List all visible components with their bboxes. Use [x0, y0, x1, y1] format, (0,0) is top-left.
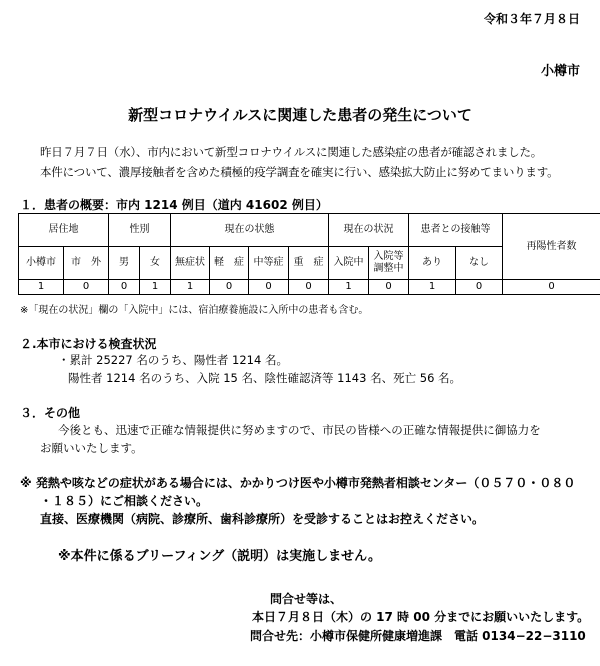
table-cell: 0 [369, 280, 409, 295]
group-header-contact: 患者との接触等 [409, 214, 503, 247]
table-cell: 0 [456, 280, 503, 295]
section-1-heading: １．患者の概要：市内 1214 例目（道内 41602 例目） [20, 198, 328, 212]
section-2-heading: ２.本市における検査状況 [20, 337, 157, 351]
intro-paragraph-line: 本件について、濃厚接触者を含めた積極的疫学調査を確実に行い、感染拡大防止に努めてまいります。 [40, 165, 559, 179]
section-3-heading: ３．その他 [20, 406, 81, 420]
subheader-otaru: 小樽市 [19, 247, 64, 280]
subheader-mild: 軽 症 [210, 247, 249, 280]
testing-breakdown-line: 陽性者 1214 名のうち、入院 15 名、陰性確認済等 1143 名、死亡 56 名。 [68, 371, 462, 385]
warning-line: ・１８５）にご相談ください。 [40, 494, 209, 508]
subheader-arranging: 入院等 調整中 [369, 247, 409, 280]
warning-line: 直接、医療機関（病院、診療所、歯科診療所）を受診することはお控えください。 [40, 512, 485, 526]
document-date: 令和３年７月８日 [483, 12, 580, 26]
table-cell: 0 [109, 280, 140, 295]
table-value-row [19, 280, 600, 295]
subheader-outside-city: 市 外 [64, 247, 109, 280]
briefing-notice: ※本件に係るブリーフィング（説明）は実施しません。 [58, 549, 381, 564]
testing-total-line: ・累計 25227 名のうち、陽性者 1214 名。 [58, 353, 288, 367]
table-cell: 0 [210, 280, 249, 295]
group-header-residence: 居住地 [19, 214, 109, 247]
subheader-male: 男 [109, 247, 140, 280]
table-group-header-row [19, 214, 600, 247]
table-cell: 1 [19, 280, 64, 295]
other-paragraph-line: 今後とも、迅速で正確な情報提供に努めますので、市民の皆様への正確な情報提供に御協力を [58, 423, 541, 437]
document-title: 新型コロナウイルスに関連した患者の発生について [128, 106, 472, 124]
contact-info: 問合せ先：小樽市保健所健康増進課 電話 0134−22−3110 [250, 629, 586, 643]
subheader-asymptomatic: 無症状 [171, 247, 210, 280]
subheader-hospitalized: 入院中 [329, 247, 369, 280]
group-header-status: 現在の状況 [329, 214, 409, 247]
subheader-female: 女 [140, 247, 171, 280]
group-header-condition: 現在の状態 [171, 214, 329, 247]
patient-summary-table [18, 213, 600, 295]
contact-line: 問合せ等は、 [270, 592, 343, 606]
table-cell: 0 [64, 280, 109, 295]
table-cell: 1 [171, 280, 210, 295]
table-cell: 0 [249, 280, 289, 295]
contact-deadline: 本日７月８日（木）の 17 時 00 分までにお願いいたします。 [252, 610, 590, 624]
subheader-moderate: 中等症 [249, 247, 289, 280]
subheader-contact-no: なし [456, 247, 503, 280]
intro-paragraph-line: 昨日７月７日（水）、市内において新型コロナウイルスに関連した感染症の患者が確認されました。 [40, 145, 543, 159]
subheader-severe: 重 症 [289, 247, 329, 280]
other-paragraph-line: お願いいたします。 [40, 441, 143, 455]
group-header-repositive: 再陽性者数 [503, 214, 600, 280]
table-footnote: ※「現在の状況」欄の「入院中」には、宿泊療養施設に入所中の患者も含む。 [20, 305, 369, 316]
table-cell: 1 [329, 280, 369, 295]
group-header-sex: 性別 [109, 214, 171, 247]
table-cell: 1 [409, 280, 456, 295]
table-cell: 0 [503, 280, 600, 295]
issuing-organization: 小樽市 [540, 64, 580, 79]
subheader-contact-yes: あり [409, 247, 456, 280]
warning-line: ※ 発熱や咳などの症状がある場合には、かかりつけ医や小樽市発熱者相談センター（０５７０・０８０ [20, 476, 576, 490]
table-cell: 0 [289, 280, 329, 295]
table-cell: 1 [140, 280, 171, 295]
